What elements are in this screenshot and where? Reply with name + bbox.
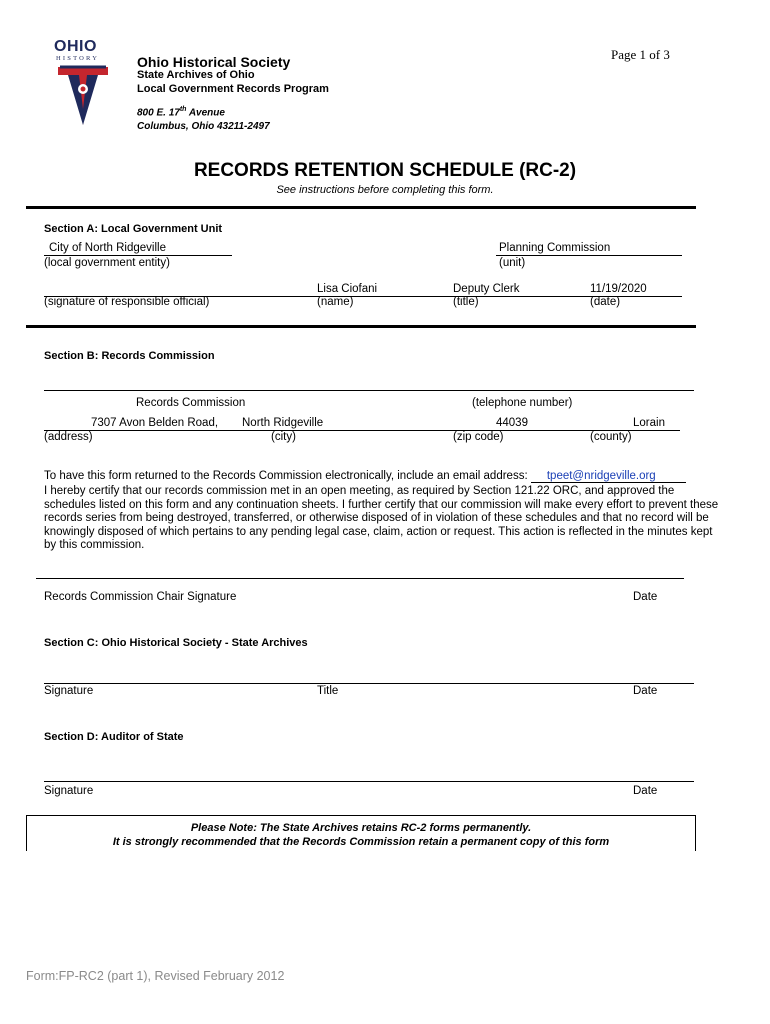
date-value: 11/19/2020: [590, 283, 647, 295]
city-label: (city): [271, 431, 296, 443]
section-b-heading: Section B: Records Commission: [44, 350, 215, 362]
street-address-number: 800 E. 17: [137, 107, 180, 119]
archives-date-label: Date: [633, 685, 658, 697]
email-field[interactable]: [531, 470, 686, 483]
email-intro: To have this form returned to the Records Commission electronically, include an email address:: [44, 470, 528, 482]
city-address: Columbus, Ohio 43211-2497: [137, 121, 270, 132]
auditor-signature-line[interactable]: [44, 781, 694, 782]
phone-label: (telephone number): [472, 397, 573, 409]
ohio-history-logo: [52, 38, 114, 128]
entity-field-line[interactable]: [44, 255, 232, 256]
certification-text: I hereby certify that our records commission met in an open meeting, as required by Section 121.22 ORC, and approved the schedules listed on this form and any continuation sheets. I further certify that our commission will make every effort to prevent these records series from being destroyed, transferred, or otherwise disposed of in violation of these schedules and that no record will be knowingly disposed of which pertains to any pending legal case, claim, action or request. This action is reflected in the minutes kept by this commission.: [44, 485, 719, 551]
note-box: [26, 815, 696, 851]
unit-value: Planning Commission: [499, 242, 611, 254]
unit-label: (unit): [499, 257, 526, 269]
section-d-heading: Section D: Auditor of State: [44, 731, 184, 743]
street-address-suffix: th: [179, 106, 187, 113]
date-label: (date): [590, 296, 621, 308]
program-name: Local Government Records Program: [137, 83, 329, 95]
city-value: North Ridgeville: [242, 417, 324, 429]
dept-name: State Archives of Ohio: [137, 69, 255, 81]
email-line: [44, 470, 686, 483]
page-number: Page 1 of 3: [611, 47, 670, 62]
ohio-flag-shield-icon: [56, 65, 110, 127]
logo-word-ohio: OHIO: [54, 38, 97, 55]
name-label: (name): [317, 296, 354, 308]
street-address-rest: Avenue: [186, 107, 225, 119]
archives-signature-label: Signature: [44, 685, 94, 697]
note-line-2: It is strongly recommended that the Records Commission retain a permanent copy of this form: [112, 836, 610, 848]
address-field-line[interactable]: [44, 430, 680, 431]
archives-signature-line[interactable]: [44, 683, 694, 684]
title-value: Deputy Clerk: [453, 283, 520, 295]
logo-word-history: HISTORY: [56, 55, 100, 62]
entity-value: City of North Ridgeville: [49, 242, 166, 254]
address-label: (address): [44, 431, 93, 443]
note-line-1: Please Note: The State Archives retains RC-2 forms permanently.: [190, 822, 532, 834]
street-address: [137, 106, 225, 118]
address-value: 7307 Avon Belden Road,: [91, 417, 219, 429]
archives-title-label: Title: [317, 685, 339, 697]
org-name: Ohio Historical Society: [137, 54, 291, 70]
form-subtitle: See instructions before completing this form.: [276, 184, 494, 196]
name-value: Lisa Ciofani: [317, 283, 378, 295]
zip-value: 44039: [496, 417, 528, 429]
chair-signature-label: Records Commission Chair Signature: [44, 591, 237, 603]
section-c-heading: Section C: Ohio Historical Society - State Archives: [44, 637, 308, 649]
title-label: (title): [453, 296, 479, 308]
divider-section-a: [26, 325, 696, 328]
commission-label: Records Commission: [136, 397, 246, 409]
signature-label: (signature of responsible official): [44, 296, 210, 308]
commission-field-line[interactable]: [44, 390, 694, 391]
divider-top: [26, 206, 696, 209]
form-title: RECORDS RETENTION SCHEDULE (RC-2): [193, 160, 577, 181]
entity-label: (local government entity): [44, 257, 170, 269]
county-label: (county): [590, 431, 632, 443]
county-value: Lorain: [633, 417, 665, 429]
email-link[interactable]: tpeet@nridgeville.org: [546, 470, 656, 482]
unit-field-line[interactable]: [496, 255, 682, 256]
zip-label: (zip code): [453, 431, 504, 443]
auditor-date-label: Date: [633, 785, 658, 797]
chair-date-label: Date: [633, 591, 658, 603]
section-a-heading: Section A: Local Government Unit: [44, 223, 223, 235]
chair-signature-line[interactable]: [36, 578, 684, 579]
form-footer: Form:FP-RC2 (part 1), Revised February 2012: [26, 969, 285, 983]
auditor-signature-label: Signature: [44, 785, 94, 797]
